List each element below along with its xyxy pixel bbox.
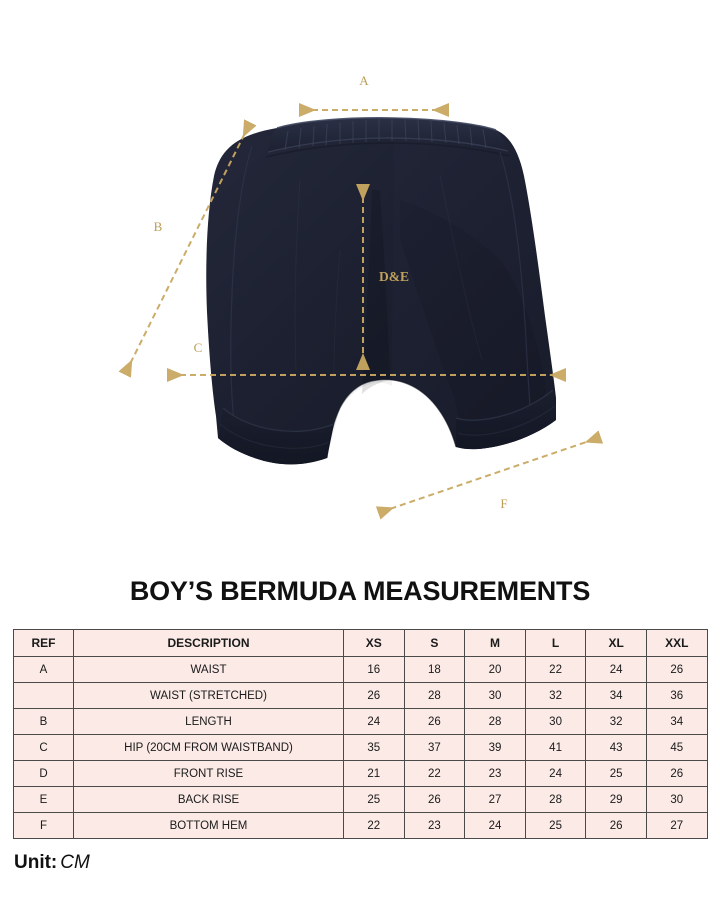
cell-m: 30 bbox=[465, 683, 526, 709]
cell-xl: 25 bbox=[586, 761, 647, 787]
cell-xxl: 36 bbox=[646, 683, 707, 709]
cell-s: 26 bbox=[404, 709, 465, 735]
cell-ref: A bbox=[14, 657, 74, 683]
unit-note bbox=[14, 852, 90, 874]
cell-xl: 34 bbox=[586, 683, 647, 709]
cell-description: BOTTOM HEM bbox=[74, 813, 344, 839]
annotation-label-a: A bbox=[359, 73, 369, 88]
table-row bbox=[14, 735, 708, 761]
cell-ref: B bbox=[14, 709, 74, 735]
table-row bbox=[14, 761, 708, 787]
cell-s: 37 bbox=[404, 735, 465, 761]
cell-description: FRONT RISE bbox=[74, 761, 344, 787]
cell-xl: 29 bbox=[586, 787, 647, 813]
cell-l: 25 bbox=[525, 813, 586, 839]
cell-l: 41 bbox=[525, 735, 586, 761]
cell-xs: 25 bbox=[344, 787, 405, 813]
cell-s: 23 bbox=[404, 813, 465, 839]
column-header-xs: XS bbox=[344, 630, 405, 657]
annotation-label-f: F bbox=[500, 496, 508, 511]
cell-ref bbox=[14, 683, 74, 709]
table-row bbox=[14, 683, 708, 709]
cell-xs: 22 bbox=[344, 813, 405, 839]
cell-s: 22 bbox=[404, 761, 465, 787]
column-header-xl: XL bbox=[586, 630, 647, 657]
cell-s: 18 bbox=[404, 657, 465, 683]
column-header-xxl: XXL bbox=[646, 630, 707, 657]
cell-description: BACK RISE bbox=[74, 787, 344, 813]
cell-xs: 16 bbox=[344, 657, 405, 683]
cell-xxl: 27 bbox=[646, 813, 707, 839]
table-header-row bbox=[14, 630, 708, 657]
cell-l: 30 bbox=[525, 709, 586, 735]
cell-ref: E bbox=[14, 787, 74, 813]
unit-label: Unit: bbox=[14, 852, 58, 873]
column-header-ref: REF bbox=[14, 630, 74, 657]
cell-m: 28 bbox=[465, 709, 526, 735]
cell-m: 24 bbox=[465, 813, 526, 839]
cell-description: LENGTH bbox=[74, 709, 344, 735]
cell-xl: 26 bbox=[586, 813, 647, 839]
cell-xl: 24 bbox=[586, 657, 647, 683]
cell-xxl: 45 bbox=[646, 735, 707, 761]
size-table bbox=[13, 629, 708, 839]
table-row bbox=[14, 657, 708, 683]
column-header-m: M bbox=[465, 630, 526, 657]
cell-description: WAIST bbox=[74, 657, 344, 683]
cell-xs: 35 bbox=[344, 735, 405, 761]
cell-l: 28 bbox=[525, 787, 586, 813]
annotation-label-de: D&E bbox=[379, 269, 409, 284]
cell-xs: 21 bbox=[344, 761, 405, 787]
cell-xxl: 30 bbox=[646, 787, 707, 813]
cell-m: 20 bbox=[465, 657, 526, 683]
cell-description: WAIST (STRETCHED) bbox=[74, 683, 344, 709]
cell-xxl: 26 bbox=[646, 657, 707, 683]
column-header-s: S bbox=[404, 630, 465, 657]
cell-l: 22 bbox=[525, 657, 586, 683]
cell-xs: 24 bbox=[344, 709, 405, 735]
cell-ref: F bbox=[14, 813, 74, 839]
cell-description: HIP (20CM FROM WAISTBAND) bbox=[74, 735, 344, 761]
cell-ref: D bbox=[14, 761, 74, 787]
cell-ref: C bbox=[14, 735, 74, 761]
table-row bbox=[14, 813, 708, 839]
cell-m: 23 bbox=[465, 761, 526, 787]
cell-l: 24 bbox=[525, 761, 586, 787]
cell-s: 28 bbox=[404, 683, 465, 709]
cell-xs: 26 bbox=[344, 683, 405, 709]
cell-xl: 43 bbox=[586, 735, 647, 761]
cell-l: 32 bbox=[525, 683, 586, 709]
table-row bbox=[14, 787, 708, 813]
cell-xl: 32 bbox=[586, 709, 647, 735]
annotation-label-b: B bbox=[153, 219, 163, 234]
cell-s: 26 bbox=[404, 787, 465, 813]
cell-xxl: 26 bbox=[646, 761, 707, 787]
page-title: BOY’S BERMUDA MEASUREMENTS bbox=[129, 576, 591, 606]
cell-m: 39 bbox=[465, 735, 526, 761]
table-row bbox=[14, 709, 708, 735]
cell-m: 27 bbox=[465, 787, 526, 813]
column-header-l: L bbox=[525, 630, 586, 657]
unit-value: CM bbox=[60, 852, 90, 873]
annotation-label-c: C bbox=[193, 340, 203, 355]
cell-xxl: 34 bbox=[646, 709, 707, 735]
column-header-description: DESCRIPTION bbox=[74, 630, 344, 657]
